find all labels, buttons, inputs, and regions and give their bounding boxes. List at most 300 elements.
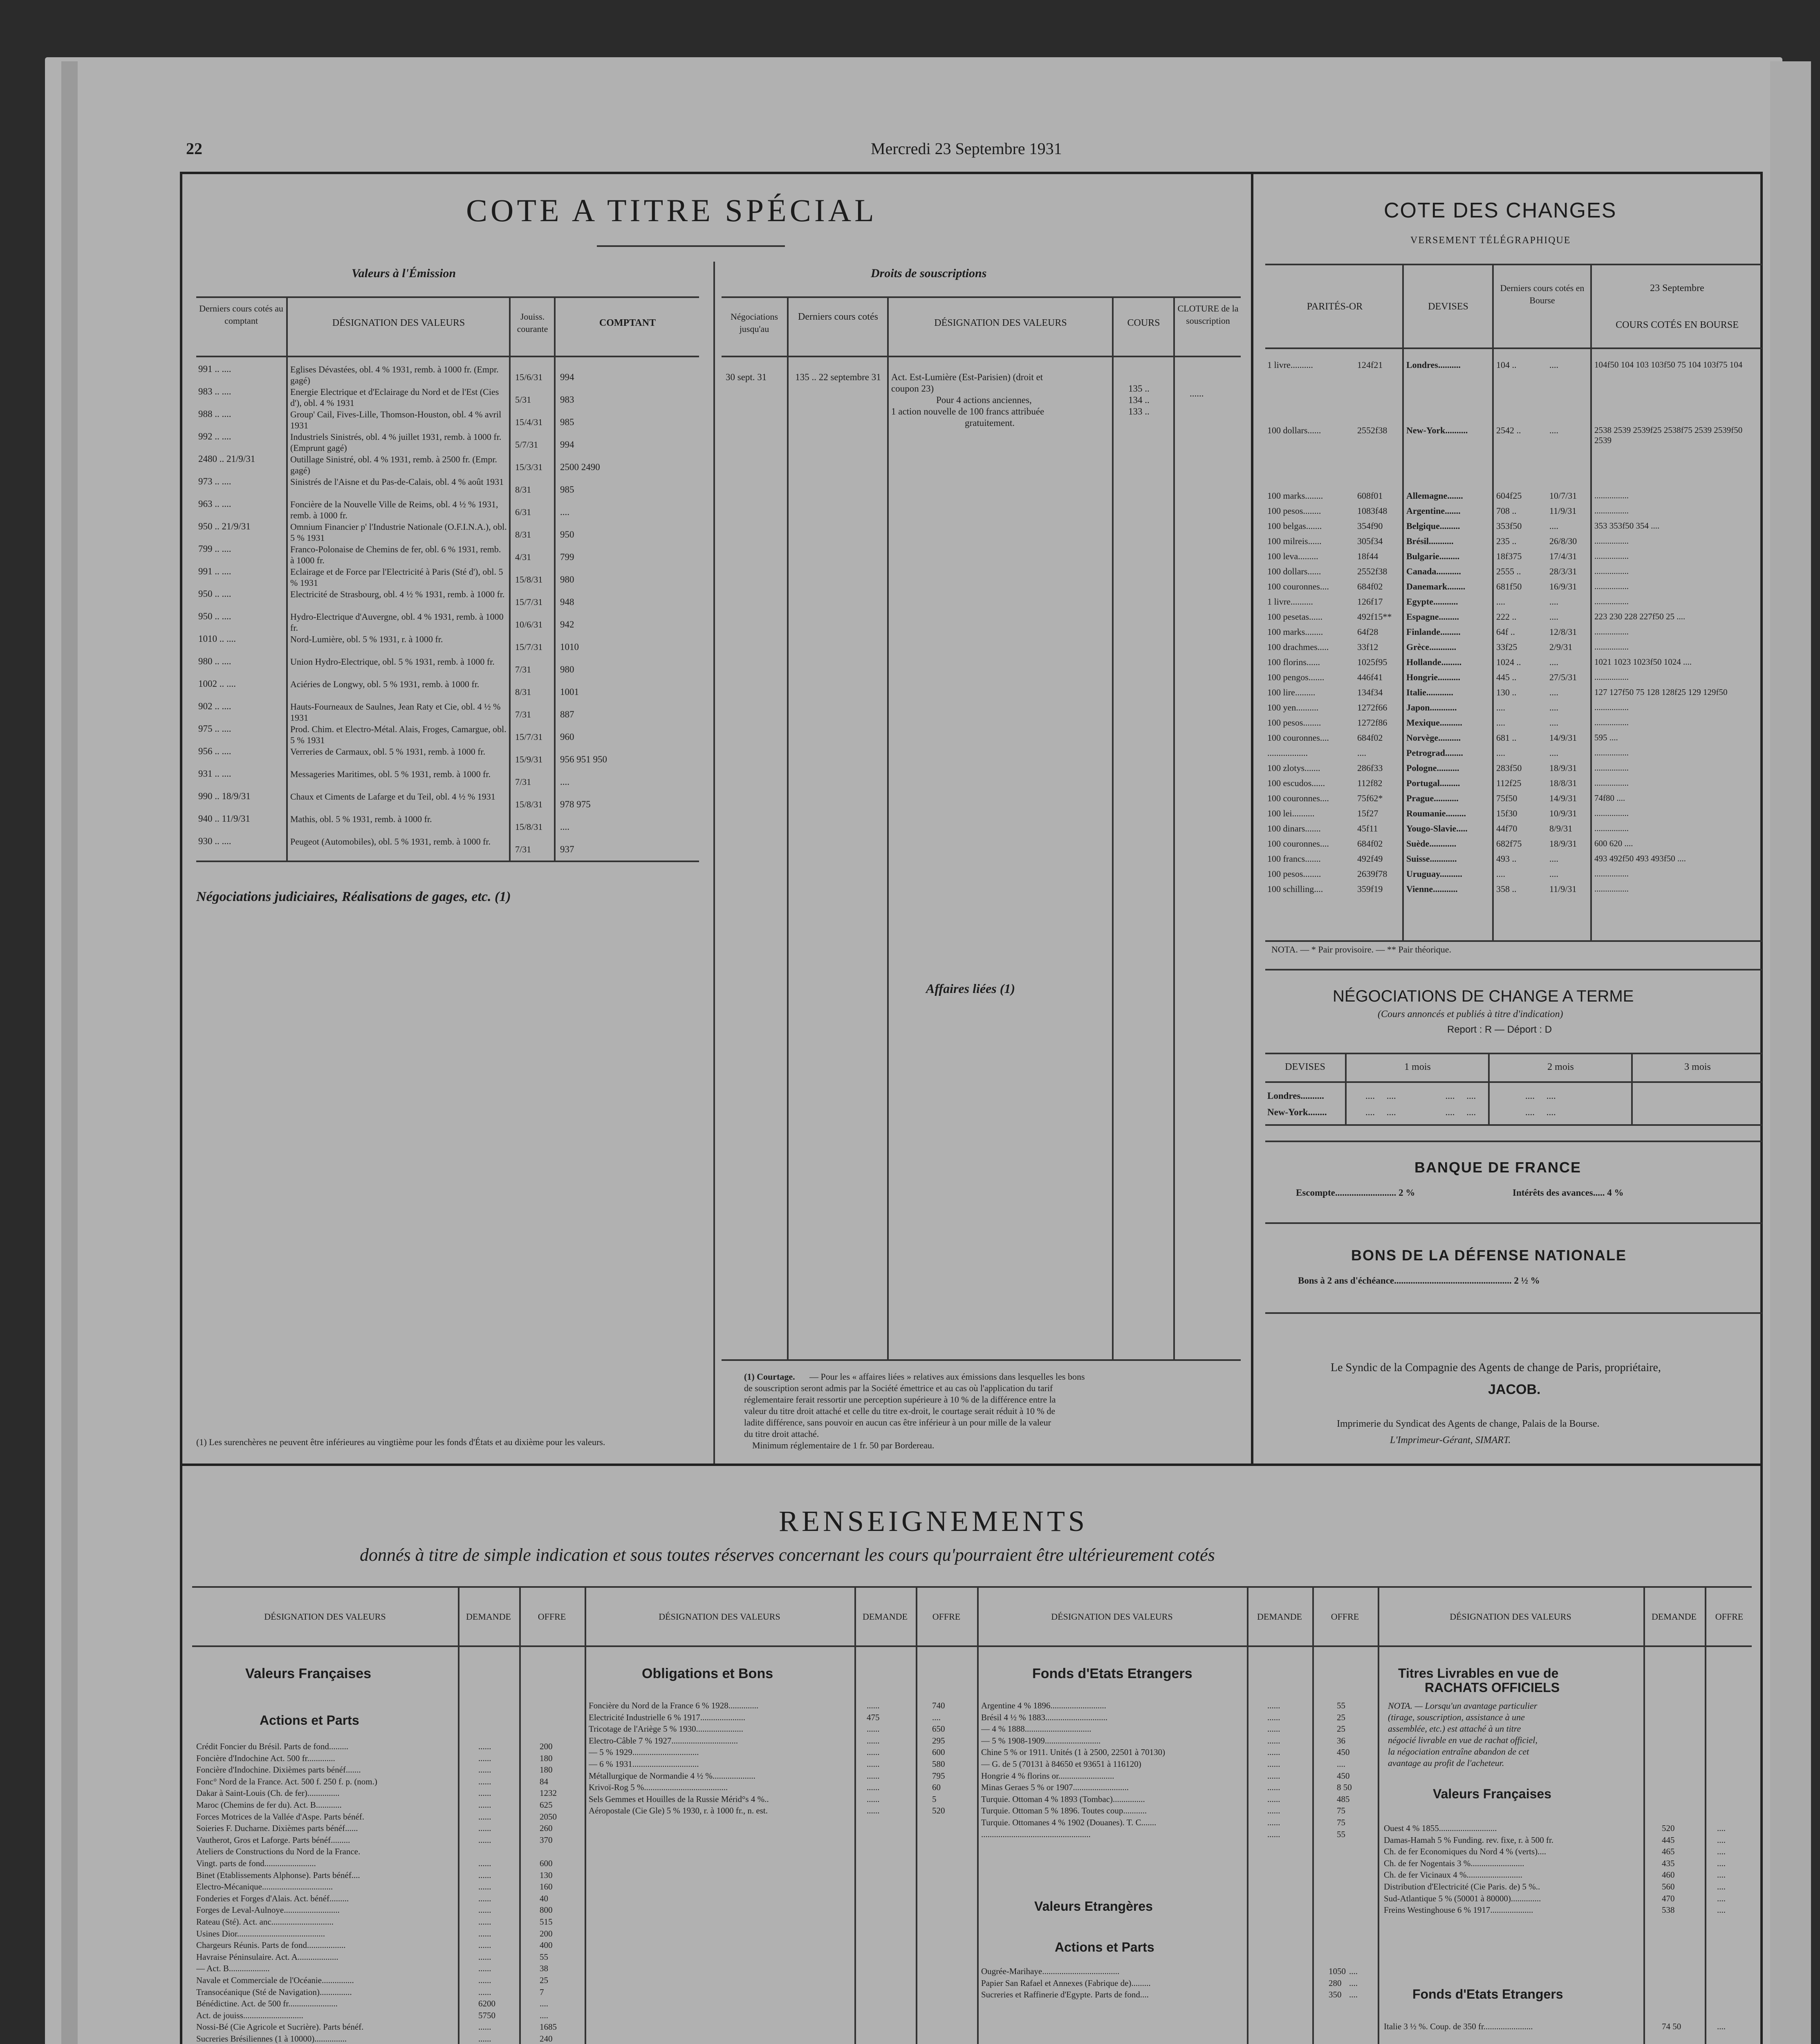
renseignement-offre: 795 <box>932 1771 945 1781</box>
changes-parite: 1025f95 <box>1357 657 1387 667</box>
emission-jouissance: 5/7/31 <box>515 439 538 450</box>
renseignement-demande: ...... <box>478 1893 491 1903</box>
renseignement-designation: Binet (Etablissements Alphonse). Parts bénéf.... <box>196 1870 360 1880</box>
emission-col-header: Derniers cours cotés au comptant <box>199 303 283 326</box>
renseignement-designation: Transocéanique (Sté de Navigation)............... <box>196 1987 352 1997</box>
renseignements-col-header: OFFRE <box>932 1611 961 1622</box>
renseignement-designation: — 6 % 1931............................... <box>589 1759 699 1769</box>
page-number: 22 <box>186 139 202 158</box>
renseignement-offre: 450 <box>1337 1747 1350 1757</box>
renseignement-offre: .... <box>540 2010 548 2020</box>
terme-row-label: New-York........ <box>1267 1107 1327 1117</box>
renseignement-demande: ...... <box>478 1940 491 1950</box>
changes-dernier: 18f375 <box>1496 551 1522 561</box>
banque-avances: Intérêts des avances..... 4 % <box>1513 1188 1624 1198</box>
emission-jouissance: 15/8/31 <box>515 799 543 809</box>
emission-comptant: 950 <box>560 529 574 540</box>
renseignement-demande: ...... <box>1267 1759 1280 1769</box>
changes-dernier: .... <box>1496 717 1505 728</box>
renseignement-demande: ...... <box>478 1835 491 1845</box>
renseignement-offre: 25 <box>1337 1724 1345 1734</box>
changes-unit: 100 milreis...... <box>1267 536 1322 546</box>
changes-dernier: 604f25 <box>1496 491 1522 501</box>
changes-parite: 446f41 <box>1357 672 1383 682</box>
emission-comptant: 942 <box>560 619 574 630</box>
souscription-desig: gratuitement. <box>965 418 1015 428</box>
emission-jouissance: 15/4/31 <box>515 417 543 427</box>
emission-designation: Franco-Polonaise de Chemins de fer, obl. 6 % 1931, remb. à 1000 fr. <box>290 544 501 565</box>
emission-last-cours: 931 .. .... <box>198 769 231 779</box>
emission-comptant: 1010 <box>560 642 579 652</box>
rens-c4-nota: avantage au profit de l'acheteur. <box>1388 1758 1504 1768</box>
renseignement-offre: .... <box>1717 1835 1726 1845</box>
changes-devise: Hollande......... <box>1406 657 1462 667</box>
changes-devise: Prague........... <box>1406 793 1459 803</box>
emission-last-cours: 983 .. .... <box>198 386 231 397</box>
renseignement-offre: .... <box>1717 1858 1726 1868</box>
renseignement-offre: 650 <box>932 1724 945 1734</box>
imprimeur-line: L'Imprimeur-Gérant, SIMART. <box>1390 1435 1511 1446</box>
changes-dernier: 44f70 <box>1496 823 1517 834</box>
renseignement-demande: 280 <box>1329 1978 1342 1988</box>
emission-designation: Hauts-Fourneaux de Saulnes, Jean Raty et Cie, obl. 4 ½ % 1931 <box>290 702 501 723</box>
renseignement-offre: 75 <box>1337 1806 1345 1816</box>
renseignement-demande: ...... <box>1267 1701 1280 1710</box>
renseignement-offre: 1232 <box>540 1788 557 1798</box>
changes-dernier: .... <box>1496 596 1505 607</box>
emission-designation: Group' Cail, Fives-Lille, Thomson-Houston, obl. 4 % avril 1931 <box>290 409 502 430</box>
renseignements-col-line <box>1705 1586 1706 2044</box>
emission-col-line <box>286 296 288 861</box>
changes-cours: ................ <box>1594 884 1629 894</box>
renseignement-demande: ...... <box>1267 1712 1280 1722</box>
changes-devise: Uruguay.......... <box>1406 869 1462 879</box>
changes-cours: ................ <box>1594 869 1629 879</box>
renseignements-col-header: OFFRE <box>1331 1611 1359 1622</box>
renseignement-offre: .... <box>1717 2022 1726 2031</box>
emission-jouissance: 7/31 <box>515 664 531 675</box>
souscription-desig: coupon 23) <box>891 383 934 394</box>
rens-c4-nota: NOTA. — Lorsqu'un avantage particulier <box>1388 1701 1538 1711</box>
changes-parite: 1272f86 <box>1357 717 1387 728</box>
renseignement-offre: .... <box>1717 1893 1726 1903</box>
emission-jouissance: 8/31 <box>515 529 531 540</box>
changes-date: 18/8/31 <box>1549 778 1577 788</box>
emission-jouissance: 7/31 <box>515 709 531 719</box>
renseignement-designation: Ch. de fer Nogentais 3 %......................... <box>1384 1858 1524 1868</box>
renseignement-demande: 560 <box>1662 1882 1675 1892</box>
rens-c3-heading2: Valeurs Etrangères <box>1034 1899 1153 1914</box>
renseignements-table-top <box>192 1586 1752 1588</box>
changes-date: 18/9/31 <box>1549 763 1577 773</box>
emission-last-cours: 991 .. .... <box>198 364 231 374</box>
changes-dernier: .... <box>1496 702 1505 713</box>
souscription-cours: 133 .. <box>1128 406 1150 417</box>
renseignements-col-line <box>916 1586 917 2044</box>
emission-jouissance: 15/8/31 <box>515 822 543 832</box>
renseignement-offre: 740 <box>932 1701 945 1710</box>
changes-rule <box>1265 1141 1762 1142</box>
renseignement-designation: — 5 % 1908-1909.......................... <box>981 1735 1101 1746</box>
changes-devise: Danemark........ <box>1406 581 1466 592</box>
emission-designation: Industriels Sinistrés, obl. 4 % juillet 1931, remb. à 1000 fr. (Emprunt gagé) <box>290 432 502 453</box>
emission-last-cours: 992 .. .... <box>198 431 231 442</box>
renseignement-designation: Aéropostale (Cie Gle) 5 % 1930, r. à 1000 fr., n. est. <box>589 1806 768 1816</box>
emission-designation: Mathis, obl. 5 % 1931, remb. à 1000 fr. <box>290 814 432 824</box>
emission-comptant: 985 <box>560 417 574 427</box>
changes-dernier: 1024 .. <box>1496 657 1521 667</box>
changes-title: COTE DES CHANGES <box>1384 199 1617 222</box>
souscription-desig: Act. Est-Lumière (Est-Parisien) (droit et <box>891 372 1043 382</box>
renseignement-offre: 5 <box>932 1794 937 1804</box>
emission-designation: Nord-Lumière, obl. 5 % 1931, r. à 1000 fr. <box>290 634 443 644</box>
renseignement-offre: .... <box>1349 1978 1358 1988</box>
changes-devise: Italie............ <box>1406 687 1453 697</box>
changes-unit: 100 pesos........ <box>1267 506 1321 516</box>
changes-dernier: 682f75 <box>1496 838 1522 849</box>
changes-date: .... <box>1549 717 1558 728</box>
renseignement-designation: Ch. de fer Vicinaux 4 %.......................... <box>1384 1870 1522 1880</box>
changes-parite: 112f82 <box>1357 778 1383 788</box>
renseignement-demande: ...... <box>867 1735 880 1746</box>
renseignement-offre: .... <box>1337 1759 1345 1769</box>
changes-date: .... <box>1549 854 1558 864</box>
changes-col-header: 23 Septembre <box>1650 283 1704 294</box>
emission-last-cours: 950 .. 21/9/31 <box>198 521 251 531</box>
changes-date: 11/9/31 <box>1549 506 1577 516</box>
changes-date: 2/9/31 <box>1549 642 1573 652</box>
changes-date: 10/7/31 <box>1549 491 1577 501</box>
renseignement-demande: ...... <box>1267 1724 1280 1734</box>
renseignement-demande: ...... <box>478 1882 491 1892</box>
renseignement-designation: Dakar à Saint-Louis (Ch. de fer)............... <box>196 1788 340 1798</box>
renseignement-demande: ...... <box>1267 1782 1280 1793</box>
changes-unit: 100 couronnes.... <box>1267 793 1329 803</box>
emission-last-cours: 980 .. .... <box>198 656 231 666</box>
changes-date: .... <box>1549 521 1558 531</box>
changes-devise: Bulgarie......... <box>1406 551 1460 561</box>
changes-devise: Suisse............ <box>1406 854 1457 864</box>
renseignement-offre: 25 <box>1337 1712 1345 1722</box>
renseignement-designation: Forces Motrices de la Vallée d'Aspe. Parts bénéf. <box>196 1811 365 1822</box>
changes-dernier: 283f50 <box>1496 763 1522 773</box>
renseignement-offre: 55 <box>1337 1829 1345 1839</box>
renseignement-designation: Foncière d'Indochine Act. 500 fr............. <box>196 1753 335 1763</box>
changes-parite: 2552f38 <box>1357 425 1387 435</box>
renseignement-offre: 580 <box>932 1759 945 1769</box>
renseignement-designation: Ouest 4 % 1855........................... <box>1384 1823 1497 1833</box>
changes-devise: Allemagne....... <box>1406 491 1463 501</box>
renseignement-demande: ...... <box>1267 1735 1280 1746</box>
emission-footnote: (1) Les surenchères ne peuvent être inférieures au vingtième pour les fonds d'États et au dixième pour les valeurs. <box>196 1437 605 1447</box>
changes-unit: 100 zlotys....... <box>1267 763 1320 773</box>
changes-parite: 75f62* <box>1357 793 1383 803</box>
changes-date: .... <box>1549 657 1558 667</box>
changes-cours: ................ <box>1594 672 1629 682</box>
changes-date: .... <box>1549 687 1558 697</box>
renseignement-demande: ...... <box>478 1870 491 1880</box>
emission-designation: Aciéries de Longwy, obl. 5 % 1931, remb. à 1000 fr. <box>290 679 480 689</box>
renseignement-offre: 200 <box>540 1928 553 1939</box>
changes-cours: ................ <box>1594 596 1629 606</box>
renseignements-subtitle: donnés à titre de simple indication et sous toutes réserves concernant les cours qu'pourraient être ultérieurement cotés <box>360 1545 1215 1565</box>
changes-unit: 100 francs....... <box>1267 854 1321 864</box>
changes-cours: 353 353f50 354 .... <box>1594 521 1660 531</box>
emission-last-cours: 963 .. .... <box>198 499 231 509</box>
terme-table-bottom <box>1265 1124 1762 1126</box>
changes-unit: 100 schilling.... <box>1267 884 1323 894</box>
renseignement-demande: 6200 <box>478 1999 495 2009</box>
renseignement-demande: 538 <box>1662 1905 1675 1915</box>
changes-parite: 18f44 <box>1357 551 1378 561</box>
changes-dernier: 112f25 <box>1496 778 1522 788</box>
changes-devise: New-York.......... <box>1406 425 1468 435</box>
terme-row-label: Londres.......... <box>1267 1091 1324 1101</box>
changes-unit: 100 dollars...... <box>1267 566 1321 576</box>
emission-col-line <box>554 296 556 861</box>
emission-comptant: 994 <box>560 372 574 382</box>
emission-comptant: .... <box>560 507 569 517</box>
renseignement-designation: Hongrie 4 % florins or.......................... <box>981 1771 1114 1781</box>
emission-last-cours: 988 .. .... <box>198 409 231 419</box>
changes-devise: Roumanie......... <box>1406 808 1466 818</box>
changes-dernier: 681 .. <box>1496 733 1517 743</box>
emission-col-header: DÉSIGNATION DES VALEURS <box>332 318 465 328</box>
changes-parite: 134f34 <box>1357 687 1383 697</box>
renseignement-demande: 460 <box>1662 1870 1675 1880</box>
renseignements-col-header: DÉSIGNATION DES VALEURS <box>264 1611 386 1622</box>
renseignement-demande: ...... <box>867 1782 880 1793</box>
renseignement-designation: Sucreries Brésiliennes (1 à 10000)............... <box>196 2034 347 2044</box>
changes-unit: 100 drachmes..... <box>1267 642 1329 652</box>
changes-unit: 100 lei.......... <box>1267 808 1315 818</box>
renseignement-demande: ...... <box>1267 1771 1280 1781</box>
renseignement-designation: Ch. de fer Economiques du Nord 4 % (verts).... <box>1384 1847 1547 1857</box>
renseignement-offre: 515 <box>540 1917 553 1927</box>
changes-devise: Petrograd........ <box>1406 748 1463 758</box>
changes-rule <box>1265 1222 1762 1224</box>
changes-date: .... <box>1549 748 1558 758</box>
renseignement-demande: ...... <box>867 1747 880 1757</box>
emission-comptant: 887 <box>560 709 574 719</box>
renseignement-demande: ...... <box>867 1794 880 1804</box>
changes-unit: .................. <box>1267 748 1308 758</box>
changes-parite: 126f17 <box>1357 596 1383 607</box>
courtage-line: valeur du titre droit attaché et celle du titre ex-droit, le courtage serait réduit à 10 % de <box>744 1406 1056 1416</box>
changes-dernier: .... <box>1496 748 1505 758</box>
changes-devise: Espagne......... <box>1406 612 1459 622</box>
renseignement-demande: ...... <box>1267 1794 1280 1804</box>
renseignements-title: RENSEIGNEMENTS <box>779 1505 1088 1537</box>
renseignement-designation: Act. de jouiss............................ <box>196 2010 303 2020</box>
banque-title: BANQUE DE FRANCE <box>1414 1159 1582 1176</box>
renseignement-designation: Foncière d'Indochine. Dixièmes parts bénéf....... <box>196 1765 361 1775</box>
changes-cours: ................ <box>1594 506 1629 515</box>
renseignement-demande: ...... <box>1267 1806 1280 1816</box>
renseignement-demande: ...... <box>478 1963 491 1974</box>
renseignement-demande: ...... <box>867 1724 880 1734</box>
emission-col-header: Jouiss. courante <box>517 312 548 334</box>
renseignement-designation: Distribution d'Electricité (Cie Paris. de) 5 %.. <box>1384 1882 1540 1892</box>
renseignement-designation: Ateliers de Constructions du Nord de la France. <box>196 1847 361 1857</box>
changes-cours: 600 620 .... <box>1594 838 1633 848</box>
renseignement-designation: Freins Westinghouse 6 % 1917.................... <box>1384 1905 1533 1915</box>
renseignement-designation: Electro-Câble 7 % 1927............................... <box>589 1735 738 1746</box>
emission-header-bottom <box>196 356 699 357</box>
changes-dernier: 681f50 <box>1496 581 1522 592</box>
terme-col-line <box>1345 1053 1347 1124</box>
renseignement-offre: 625 <box>540 1800 553 1810</box>
changes-unit: 100 pesos........ <box>1267 717 1321 728</box>
renseignement-designation: Chine 5 % or 1911. Unités (1 à 2500, 22501 à 70130) <box>981 1747 1166 1757</box>
renseignement-designation: Krivoï-Rog 5 %....................................... <box>589 1782 728 1793</box>
renseignement-demande: ...... <box>478 1917 491 1927</box>
renseignement-demande: ...... <box>478 1987 491 1997</box>
renseignement-offre: 180 <box>540 1753 553 1763</box>
renseignement-offre: 600 <box>540 1858 553 1868</box>
rens-c1-sub: Actions et Parts <box>260 1713 359 1728</box>
rens-c1-heading: Valeurs Françaises <box>245 1666 372 1681</box>
changes-cours: ................ <box>1594 763 1629 773</box>
souscription-col-line <box>787 296 789 1359</box>
changes-unit: 1 livre.......... <box>1267 360 1313 370</box>
changes-parite: 354f90 <box>1357 521 1383 531</box>
renseignement-offre: 130 <box>540 1870 553 1880</box>
renseignement-demande: 74 50 <box>1662 2022 1681 2031</box>
changes-devise: Brésil........... <box>1406 536 1454 546</box>
renseignement-offre: 200 <box>540 1741 553 1751</box>
emission-designation: Foncière de la Nouvelle Ville de Reims, obl. 4 ½ % 1931, remb. à 1000 fr. <box>290 499 498 520</box>
renseignement-designation: Bénédictine. Act. de 500 fr....................... <box>196 1999 338 2009</box>
emission-col-header: COMPTANT <box>599 318 656 328</box>
souscription-col-header: CLOTURE de la souscription <box>1177 303 1239 326</box>
changes-cours: 74f80 .... <box>1594 793 1625 803</box>
renseignement-designation: Fonc° Nord de la France. Act. 500 f. 250 f. p. (nom.) <box>196 1776 377 1786</box>
changes-date: .... <box>1549 596 1558 607</box>
changes-cours: ................ <box>1594 748 1629 758</box>
renseignement-offre: 75 <box>1337 1818 1345 1827</box>
changes-cours: ................ <box>1594 717 1629 727</box>
renseignement-demande: 520 <box>1662 1823 1675 1833</box>
emission-last-cours: 2480 .. 21/9/31 <box>198 454 256 464</box>
changes-dernier: 2555 .. <box>1496 566 1521 576</box>
emission-comptant: 1001 <box>560 687 579 697</box>
changes-cours: ................ <box>1594 551 1629 561</box>
emission-col-line <box>509 296 511 861</box>
emission-jouissance: 7/31 <box>515 844 531 854</box>
renseignement-demande: ...... <box>867 1806 880 1816</box>
renseignement-offre: 180 <box>540 1765 553 1775</box>
emission-jouissance: 10/6/31 <box>515 619 543 630</box>
renseignement-demande: ...... <box>478 1975 491 1985</box>
changes-date: 14/9/31 <box>1549 793 1577 803</box>
changes-subtitle: VERSEMENT TÉLÉGRAPHIQUE <box>1410 235 1571 246</box>
renseignements-col-header: DEMANDE <box>1257 1611 1302 1622</box>
renseignement-designation: Sucreries et Raffinerie d'Egypte. Parts de fond.... <box>981 1990 1149 2000</box>
renseignement-demande: ...... <box>478 2034 491 2044</box>
souscription-cours: 134 .. <box>1128 395 1150 405</box>
changes-unit: 100 leva......... <box>1267 551 1318 561</box>
courtage-line: ladite différence, sans pouvoir en aucun cas être inférieur à un pour mille de la valeur <box>744 1417 1051 1428</box>
emission-last-cours: 940 .. 11/9/31 <box>198 814 250 824</box>
title-rule <box>597 245 785 247</box>
changes-dernier: 708 .. <box>1496 506 1517 516</box>
emission-table-top <box>196 296 699 298</box>
changes-dernier: 353f50 <box>1496 521 1522 531</box>
renseignements-col-header: DEMANDE <box>466 1611 511 1622</box>
souscription-table-top <box>722 296 1241 298</box>
changes-unit: 100 marks........ <box>1267 491 1323 501</box>
changes-date: 16/9/31 <box>1549 581 1577 592</box>
changes-cours: ................ <box>1594 491 1629 500</box>
emission-designation: Sinistrés de l'Aisne et du Pas-de-Calais, obl. 4 % août 1931 <box>290 477 504 487</box>
renseignement-demande: 350 <box>1329 1990 1342 2000</box>
renseignement-offre: 7 <box>540 1987 544 1997</box>
emission-designation: Electricité de Strasbourg, obl. 4 ½ % 1931, remb. à 1000 fr. <box>290 589 505 599</box>
renseignement-demande: ...... <box>478 1952 491 1962</box>
renseignement-designation: Chargeurs Réunis. Parts de fond.................. <box>196 1940 346 1950</box>
emission-comptant: 937 <box>560 844 574 854</box>
emission-jouissance: 7/31 <box>515 777 531 787</box>
main-divider <box>1251 172 1253 1464</box>
emission-jouissance: 8/31 <box>515 687 531 697</box>
renseignement-designation: Argentine 4 % 1896.......................... <box>981 1701 1106 1710</box>
top-block-bottom <box>180 1464 1760 1466</box>
terme-subtitle: (Cours annoncés et publiés à titre d'indication) <box>1378 1009 1563 1020</box>
rens-c4-nota: négocié livrable en vue de rachat officiel, <box>1388 1735 1538 1745</box>
emission-designation: Union Hydro-Electrique, obl. 5 % 1931, remb. à 1000 fr. <box>290 657 495 667</box>
renseignement-offre: .... <box>1717 1870 1726 1880</box>
souscription-divider <box>713 262 715 1464</box>
renseignements-col-line <box>458 1586 459 2044</box>
emission-last-cours: 902 .. .... <box>198 701 231 711</box>
emission-comptant: 948 <box>560 597 574 607</box>
souscription-desig: 1 action nouvelle de 100 francs attribuée <box>891 406 1044 417</box>
renseignement-demande: ...... <box>478 1741 491 1751</box>
renseignement-designation: Electricité Industrielle 6 % 1917..................... <box>589 1712 746 1722</box>
changes-date: 27/5/31 <box>1549 672 1577 682</box>
renseignement-demande: ...... <box>478 1905 491 1915</box>
emission-last-cours: 1010 .. .... <box>198 634 236 644</box>
terme-col-header: 3 mois <box>1684 1062 1711 1072</box>
emission-last-cours: 799 .. .... <box>198 544 231 554</box>
renseignement-designation: Foncière du Nord de la France 6 % 1928.............. <box>589 1701 759 1710</box>
changes-col-header: COURS COTÉS EN BOURSE <box>1616 320 1739 330</box>
emission-comptant: 983 <box>560 394 574 405</box>
emission-jouissance: 15/6/31 <box>515 372 543 382</box>
renseignements-col-line <box>585 1586 586 2044</box>
terme-title: NÉGOCIATIONS DE CHANGE A TERME <box>1333 987 1634 1005</box>
changes-parite: 45f11 <box>1357 823 1378 834</box>
changes-parite: 684f02 <box>1357 838 1383 849</box>
changes-cours: ................ <box>1594 808 1629 818</box>
changes-date: .... <box>1549 612 1558 622</box>
renseignement-offre: .... <box>1717 1823 1726 1833</box>
rens-c4-heading2: Valeurs Françaises <box>1433 1786 1551 1801</box>
changes-parite: 608f01 <box>1357 491 1383 501</box>
renseignement-designation: Vautherot, Gros et Laforge. Parts bénéf......... <box>196 1835 350 1845</box>
renseignement-designation: — 4 % 1888............................... <box>981 1724 1092 1734</box>
renseignement-designation: Turquie. Ottoman 4 % 1893 (Tombac)............... <box>981 1794 1145 1804</box>
changes-devise: Japon............ <box>1406 702 1457 713</box>
renseignement-offre: 520 <box>932 1806 945 1816</box>
renseignement-offre: 240 <box>540 2034 553 2044</box>
emission-jouissance: 15/7/31 <box>515 732 543 742</box>
changes-parite: 64f28 <box>1357 627 1378 637</box>
renseignement-demande: 5750 <box>478 2010 495 2020</box>
page-edge <box>61 61 78 2044</box>
changes-cours: 2538 2539 2539f25 2538f75 2539 2539f50 2539 <box>1594 425 1743 445</box>
